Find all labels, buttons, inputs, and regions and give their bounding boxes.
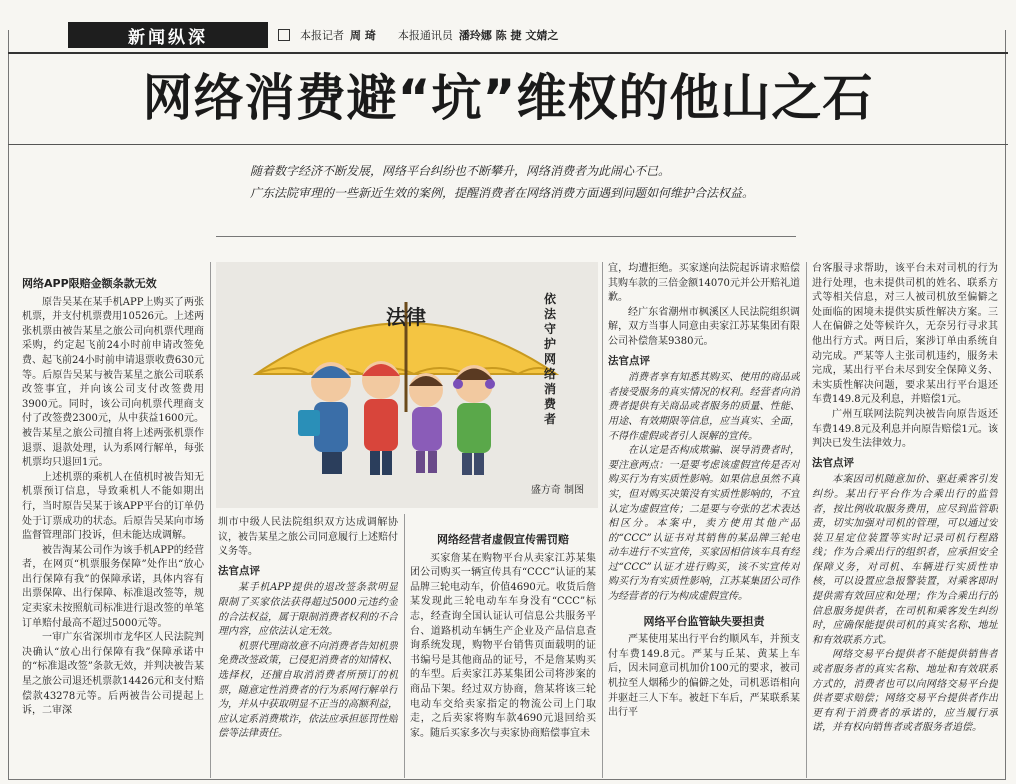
comment-paragraph: 消费者享有知悉其购买、使用的商品或者接受服务的真实情况的权利。经营者向消费者提供有关商品或者服务的质量、性能、用途、有效期限等信息，应当真实、全面，不得作虚假或者引人误解的宣传。 (608, 372, 800, 442)
paragraph: 一审广东省深圳市龙华区人民法院判决确认“放心出行保障有我”保障承诺中的“标准退改签”条款无效，并判决被告某星之旅公司退还机票款14426元和支付赔偿款43278元等。后两被告公司提起上诉，二审深 (22, 632, 204, 717)
top-rule (8, 52, 1008, 54)
lead-paragraph: 广东法院审理的一些新近生效的案例，提醒消费者在网络消费方面遇到问题如何维护合法权益。 (250, 186, 755, 200)
illustration (216, 262, 598, 508)
column-1 (22, 274, 204, 780)
column-3 (410, 530, 596, 780)
comment-paragraph: 网络交易平台提供者不能提供销售者或者服务者的真实名称、地址和有效联系方式的，消费者也可以向网络交易平台提供者要求赔偿；网络交易平台提供者作出更有利于消费者的承诺的，应当履行承诺，并有权向销售者或者服务者追偿。 (812, 649, 998, 734)
paragraph: 台客服寻求帮助，该平台未对司机的行为进行处理，也未提供司机的姓名、联系方式等相关信息，对三人被司机放至偏僻之处面临的困境未提供实质性解决方案。三人在偏僻之处等候许久，无奈另行寻求其他出行方式。两日后，案涉订单由系统自动完成。严某等人主张司机违约，服务未完成，某出行平台未尽到安全保障义务、未实质性解决问题，要求某出行平台退还车费149.8元及利息，并赔偿1元。 (812, 263, 998, 406)
comment-paragraph: 本案因司机随意加价、驱赶乘客引发纠纷。某出行平台作为合乘出行的监管者，按比例收取服务费用，应尽到监管职责，切实加强对司机的管理，可以通过安装卫星定位装置等实时记录司机行程路线；作为合乘出行的组织者，应承担安全保障义务，对司机、车辆进行实质性审核，可以设置应急报警装置，对乘客即时提供需有效回应和处理；作为合乘出行的信息服务提供者，在司机和乘客发生纠纷时，应确保能提供司机的真实名称、地址和有效联系方式。 (812, 474, 998, 646)
story-heading: 网络APP限赔金额条款无效 (22, 277, 157, 290)
story-heading: 网络平台监管缺失要担责 (643, 614, 765, 628)
lead-rule (216, 236, 796, 237)
paragraph: 圳市中级人民法院组织双方达成调解协议，被告某星之旅公司同意履行上述赔付义务等。 (218, 517, 398, 558)
paragraph: 严某使用某出行平台约顺风车，并预支付车费149.8元。严某与丘某、黄某上车后，因未同意司机加价100元的要求，被司机拉至人烟稀少的偏僻之处，司机恶语相向并驱赶三人下车。被赶下车后，严某联系某出行平 (608, 634, 800, 719)
paragraph: 被告淘某公司作为该手机APP的经营者，在网页“机票服务保障”处作出“放心出行保障有我”的保障承诺，具体内容有出票保障、出行保障、标准退改签等，规定卖家未按照航司标准进行退改签的单笔订单赔付最高不超过5000元等。 (22, 544, 204, 629)
column-5 (812, 262, 998, 780)
vertical-slogan: 依法守护网络消费者 (543, 292, 556, 426)
headline-rule (8, 144, 1008, 145)
lead (226, 160, 786, 204)
comment-paragraph: 机票代理商故意不向消费者告知机票免费改签政策，已侵犯消费者的知情权、选择权，还擅自取消消费者所预订的机票，随意定性消费者的行为系网行解单行为，并从中获取明显不正当的高额利益，应认定系消费欺诈，依法应承担惩罚性赔偿等法律责任。 (218, 640, 398, 740)
paragraph: 买家詹某在购物平台从卖家江苏某集团公司购买一辆宣传具有“CCC”认证的某品牌三轮电动车，价值4690元。收货后詹某发现此三轮电动车车身没有“CCC”标志，经查询全国认证认可信息公共服务平台、道路机动车辆生产企业及产品信息查询系统发现，购物平台销售页面载明的证书编号是其他商品的证号，不是詹某购买的车型。后卖家江苏某集团公司将涉案的商品下架。经过双方协商，詹某将该三轮电动车交给卖家指定的物流公司上门取走，之后卖家将购车款4690元退回给买家。随后买家多次与卖家协商赔偿事宜未 (410, 552, 596, 739)
comment-title: 法官点评 (218, 564, 260, 577)
headline: 网络消费避“坑”维权的他山之石 (142, 69, 874, 127)
column-divider (404, 514, 405, 778)
story-heading: 网络经营者虚假宣传需罚赔 (437, 533, 569, 546)
reporter-name: 周 琦 (350, 29, 376, 42)
column-2 (218, 516, 398, 780)
column-divider (806, 262, 807, 778)
image-caption: 盛方奇 制图 (530, 485, 584, 496)
umbrella-illustration (216, 262, 598, 508)
correspondent-label: 本报通讯员 (397, 29, 453, 42)
column-4 (608, 262, 800, 780)
column-divider (602, 262, 603, 778)
section-tag (68, 22, 268, 48)
reporter-label: 本报记者 (300, 29, 344, 42)
comment-paragraph: 在认定是否构成欺骗、误导消费者时，要注意两点：一是要考虑该虚假宣传是否对购买行为有实质性影响。如果信息虽然不真实，但对购买决策没有实质性影响的，不宜认定为虚假宣传；二是要与夸张的艺术表达相区分。本案中，卖方使用其他产品的“CCC”认证书对其销售的某品牌三轮电动车进行不实宣传，买家因相信该车具有经过“CCC”认证才进行购买，该不实宣传对购买行为有实质性影响，江苏某集团公司作为经营者的行为构成虚假宣传。 (608, 445, 800, 603)
paragraph: 经广东省潮州市枫溪区人民法院组织调解，双方当事人同意由卖家江苏某集团有限公司补偿詹某9380元。 (608, 306, 800, 347)
section-label: 新闻纵深 (128, 27, 208, 48)
comment-paragraph: 某手机APP提供的退改签条款明显限制了买家依法获得超过5000元违约金的合法权益，属于限制消费者权利的不合理内容，应依法认定无效。 (218, 582, 398, 638)
paragraph: 宜，均遭拒绝。买家遂向法院起诉请求赔偿其购车款的三倍金额14070元并公开赔礼道歉。 (608, 263, 800, 304)
comment-title: 法官点评 (608, 354, 650, 367)
lead-paragraph: 随着数字经济不断发展，网络平台纠纷也不断攀升，网络消费者为此闹心不已。 (250, 164, 671, 178)
square-icon (278, 29, 290, 41)
paragraph: 原告吴某在某手机APP上购买了两张机票，并支付机票费用10526元。上述两张机票由被告某星之旅公司向机票代理商采购，约定起飞前24小时前申请改签免费、起飞前24小时前申请退票收费630元等。后原告吴某与被告某星之旅公司联系改签事宜，并向该公司支付改签费用3900元。同时，该公司向机票代理商支付了改签费2300元，从中获益1600元。被告某星之旅公司擅自将上述两张机票作退票、退款处理，认为系网行解单，每张机票均只退回1元。 (22, 296, 204, 469)
byline (278, 24, 558, 46)
paragraph: 广州互联网法院判决被告向原告返还车费149.8元及利息并向原告赔偿1元。该判决已发生法律效力。 (812, 408, 998, 450)
correspondent-names: 潘玲娜 陈 捷 文婧之 (458, 29, 559, 42)
paragraph: 上述机票的乘机人在值机时被告知无机票预订信息，导致乘机人不能如期出行，当时原告吴某于该APP平台的订单仍处于订票成功的状态。后原告吴某向市场监督管理部门投诉，但未能达成调解。 (22, 471, 204, 542)
umbrella-text: 法律 (386, 305, 426, 329)
comment-title: 法官点评 (812, 456, 854, 469)
column-divider (210, 262, 211, 778)
